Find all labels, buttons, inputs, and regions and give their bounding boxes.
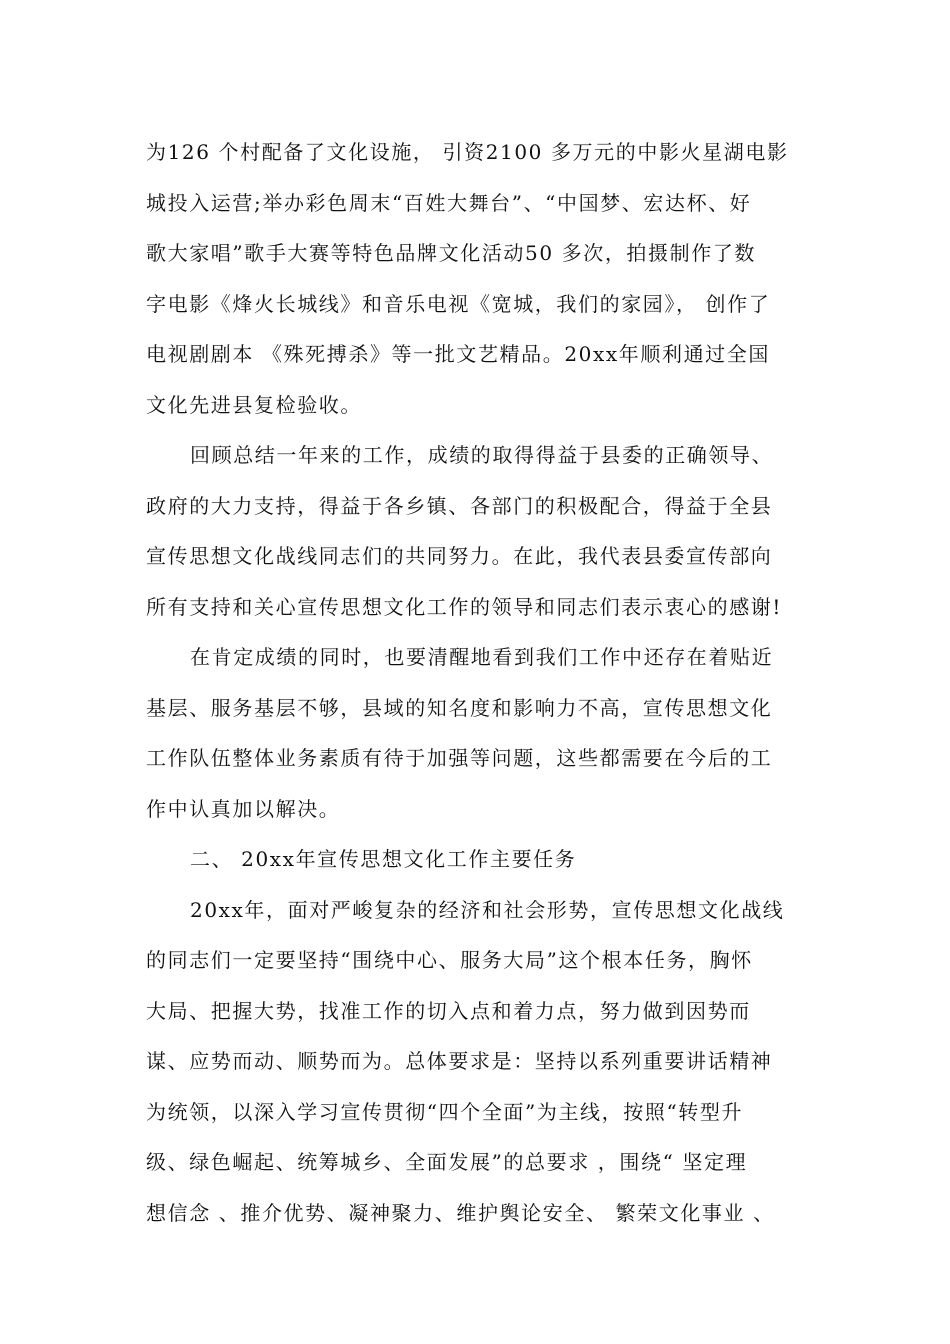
text-line: 为统领，以深入学习宣传贯彻“四个全面”为主线，按照“转型升 <box>146 1099 744 1124</box>
text-line: 歌大家唱”歌手大赛等特色品牌文化活动50 多次，拍摄制作了数 <box>146 241 757 265</box>
text-line: 城投入运营;举办彩色周末“百姓大舞台”、“中国梦、宏达杯、好 <box>146 190 752 215</box>
text-line: 大局、把握大势，找准工作的切入点和着力点，努力做到因势而 <box>146 998 751 1023</box>
text-line: 的同志们一定要坚持“围绕中心、服务大局”这个根本任务，胸怀 <box>146 948 753 972</box>
text-line: 字电影《烽火长城线》和音乐电视《宽城，我们的家园》， 创作了 <box>146 291 771 316</box>
text-line: 所有支持和关心宣传思想文化工作的领导和同志们表示衷心的感谢! <box>146 594 783 619</box>
paragraph-first-line: 在肯定成绩的同时，也要清醒地看到我们工作中还存在着贴近 <box>190 645 774 669</box>
text-line: 为126 个村配备了文化设施， 引资2100 多万元的中影火星湖电影 <box>146 140 789 164</box>
text-line: 作中认真加以解决。 <box>146 796 341 821</box>
text-line: 宣传思想文化战线同志们的共同努力。在此，我代表县委宣传部向 <box>146 544 773 568</box>
text-line: 文化先进县复检验收。 <box>146 392 362 417</box>
text-line: 谋、应势而动、顺势而为。总体要求是：坚持以系列重要讲话精神 <box>146 1049 773 1073</box>
text-line: 工作队伍整体业务素质有待于加强等问题，这些都需要在今后的工 <box>146 746 773 770</box>
text-line: 政府的大力支持，得益于各乡镇、各部门的积极配合，得益于全县 <box>146 493 773 518</box>
paragraph-first-line: 20xx年，面对严峻复杂的经济和社会形势，宣传思想文化战线 <box>190 897 785 922</box>
text-line: 想信念 、推介优势、凝神聚力、维护舆论安全、 繁荣文化事业 、 <box>146 1200 775 1225</box>
text-line: 基层、服务基层不够，县域的知名度和影响力不高，宣传思想文化 <box>146 695 773 720</box>
paragraph-first-line: 回顾总结一年来的工作，成绩的取得得益于县委的正确领导、 <box>190 443 774 467</box>
text-line: 电视剧剧本 《殊死搏杀》等一批文艺精品。20xx年顺利通过全国 <box>146 342 770 366</box>
section-heading: 二、 20xx年宣传思想文化工作主要任务 <box>190 847 577 871</box>
document-body <box>146 127 806 1238</box>
text-line: 级、绿色崛起、统筹城乡、全面发展”的总要求 ，围绕“ 坚定理 <box>146 1150 748 1174</box>
